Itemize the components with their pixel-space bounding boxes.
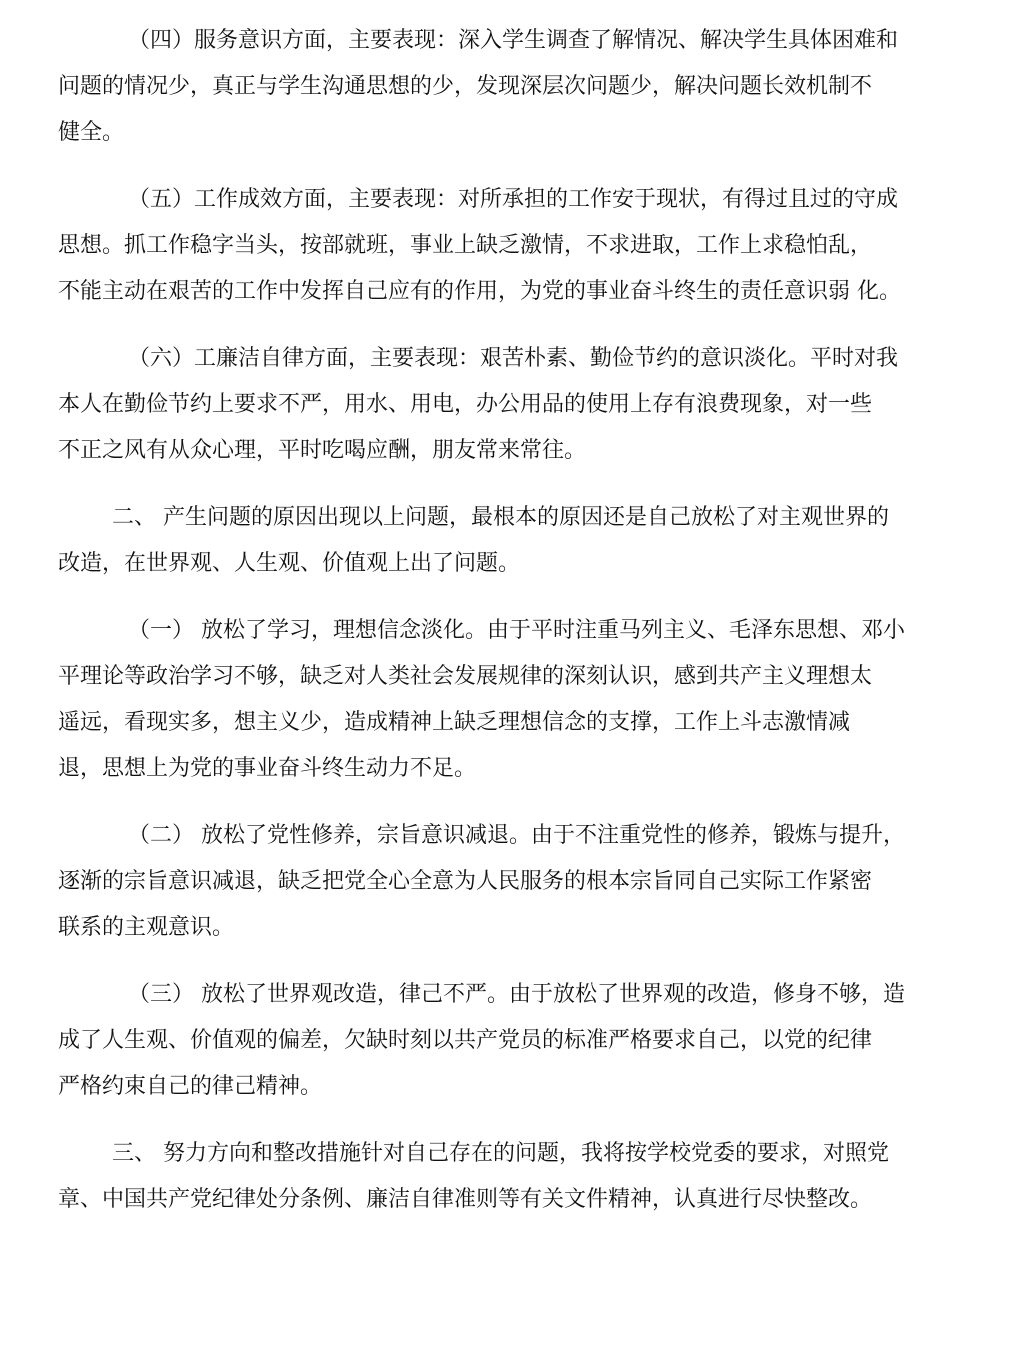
- paragraph-party-spirit: [58, 813, 968, 951]
- text-line: （四）服务意识方面，主要表现：深入学生调查了解情况、解决学生具体困难和: [128, 28, 899, 53]
- text-line: 不正之风有从众心理，平时吃喝应酬，朋友常来常往。: [58, 438, 587, 463]
- text-line: （三） 放松了世界观改造，律己不严。由于放松了世界观的改造，修身不够，造: [128, 982, 905, 1007]
- text-line: 成了人生观、价值观的偏差，欠缺时刻以共产党员的标准严格要求自己，以党的纪律: [58, 1028, 873, 1053]
- text-line: 不能主动在艰苦的工作中发挥自己应有的作用，为党的事业奋斗终生的责任意识弱 化。: [58, 279, 901, 304]
- section-heading-causes: [58, 495, 968, 587]
- text-line: 思想。抓工作稳字当头，按部就班，事业上缺乏激情，不求进取，工作上求稳怕乱，: [58, 233, 873, 258]
- text-line: 健全。: [58, 120, 125, 145]
- text-line: （一） 放松了学习，理想信念淡化。由于平时注重马列主义、毛泽东思想、邓小: [128, 618, 905, 643]
- text-line: （五）工作成效方面，主要表现：对所承担的工作安于现状，有得过且过的守成: [128, 187, 899, 212]
- text-line: 平理论等政治学习不够，缺乏对人类社会发展规律的深刻认识，感到共产主义理想太: [58, 664, 873, 689]
- text-line: 严格约束自己的律己精神。: [58, 1074, 323, 1099]
- paragraph-service-awareness: [58, 18, 968, 156]
- text-line: 联系的主观意识。: [58, 915, 235, 940]
- text-line: （六）工廉洁自律方面，主要表现：艰苦朴素、勤俭节约的意识淡化。平时对我: [128, 346, 899, 371]
- paragraph-study: [58, 608, 968, 792]
- text-line: 二、 产生问题的原因出现以上问题，最根本的原因还是自己放松了对主观世界的: [112, 505, 889, 530]
- text-line: 三、 努力方向和整改措施针对自己存在的问题，我将按学校党委的要求，对照党: [112, 1141, 889, 1166]
- paragraph-integrity: [58, 336, 968, 474]
- paragraph-spacer: [58, 587, 968, 608]
- section-heading-measures: [58, 1131, 968, 1223]
- text-line: 章、中国共产党纪律处分条例、廉洁自律准则等有关文件精神，认真进行尽快整改。: [58, 1187, 873, 1212]
- text-line: 退，思想上为党的事业奋斗终生动力不足。: [58, 756, 477, 781]
- paragraph-spacer: [58, 474, 968, 495]
- paragraph-spacer: [58, 315, 968, 336]
- document-page: [58, 18, 968, 1223]
- text-line: 遥远，看现实多，想主义少，造成精神上缺乏理想信念的支撑，工作上斗志激情减: [58, 710, 851, 735]
- paragraph-spacer: [58, 792, 968, 813]
- paragraph-spacer: [58, 1110, 968, 1131]
- text-line: 逐渐的宗旨意识减退，缺乏把党全心全意为人民服务的根本宗旨同自己实际工作紧密: [58, 869, 873, 894]
- paragraph-spacer: [58, 951, 968, 972]
- paragraph-spacer: [58, 156, 968, 177]
- text-line: 问题的情况少，真正与学生沟通思想的少，发现深层次问题少，解决问题长效机制不: [58, 74, 873, 99]
- text-line: 本人在勤俭节约上要求不严，用水、用电，办公用品的使用上存有浪费现象，对一些: [58, 392, 873, 417]
- text-line: （二） 放松了党性修养，宗旨意识减退。由于不注重党性的修养，锻炼与提升，: [128, 823, 905, 848]
- paragraph-worldview: [58, 972, 968, 1110]
- text-line: 改造，在世界观、人生观、价值观上出了问题。: [58, 551, 521, 576]
- paragraph-work-effectiveness: [58, 177, 968, 315]
